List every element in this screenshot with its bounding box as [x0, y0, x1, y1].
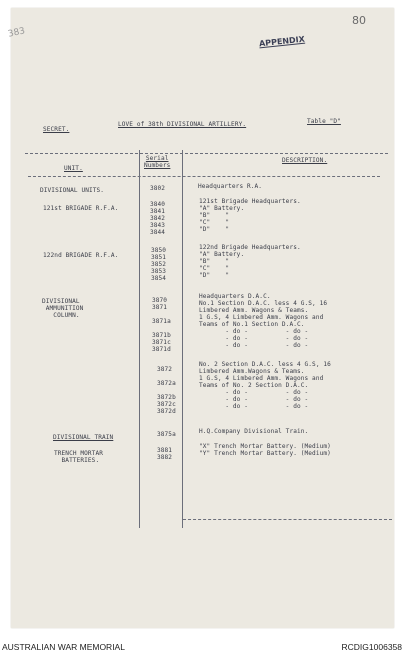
- row-serial: 3802: [150, 185, 166, 192]
- page-number: 80: [352, 14, 366, 27]
- rule-bottom: [183, 519, 392, 520]
- secret-label: SECRET.: [43, 126, 70, 133]
- column-line-mid: [182, 150, 183, 528]
- row-serial: 3850 3851 3852 3853 3854: [151, 247, 167, 282]
- row-description: 121st Brigade Headquarters. "A" Battery. "B" " "C" " "D" ": [199, 198, 301, 233]
- rule-top: [25, 153, 388, 154]
- header-unit: UNIT.: [64, 165, 83, 172]
- footer-source: AUSTRALIAN WAR MEMORIAL: [2, 642, 125, 652]
- document-title: LOVE of 38th DIVISIONAL ARTILLERY.: [118, 121, 247, 128]
- row-description: Headquarters R.A.: [198, 183, 263, 190]
- row-serial: 3881 3882: [157, 447, 173, 461]
- row-description: H.Q.Company Divisional Train.: [199, 428, 309, 435]
- row-description: 122nd Brigade Headquarters. "A" Battery. "B" " "C" " "D" ": [199, 244, 301, 279]
- row-serial: 3840 3841 3842 3843 3844: [150, 201, 166, 236]
- row-serial: 3870 3871 3871a 3871b 3871c 3871d: [152, 297, 171, 353]
- rule-header: [28, 176, 380, 177]
- footer-id: RCDIG1006358: [341, 642, 402, 652]
- table-label: Table "D": [307, 118, 341, 125]
- row-unit: 121st BRIGADE R.F.A.: [43, 205, 119, 212]
- row-unit: TRENCH MORTAR BATTERIES.: [54, 450, 103, 464]
- row-unit: DIVISIONAL TRAIN: [53, 434, 114, 441]
- row-description: "X" Trench Mortar Battery. (Medium) "Y" Trench Mortar Battery. (Medium): [199, 443, 331, 457]
- row-serial: 3872 3872a 3872b 3872c 3872d: [157, 366, 176, 415]
- header-description: DESCRIPTION.: [282, 157, 328, 164]
- appendix-stamp: APPENDIX: [258, 34, 306, 49]
- row-unit: 122nd BRIGADE R.F.A.: [43, 252, 119, 259]
- row-unit: DIVISIONAL AMMUNITION COLUMN.: [42, 298, 84, 319]
- reference-number: 383: [7, 26, 27, 40]
- row-description: No. 2 Section D.A.C. less 4 G.S, 16 Limbered Amm.Wagons & Teams. 1 G.S, 4 Limbered Amm. Wagons and Teams of No. 2 Section D.A.C. - do - - do - - do - - do - - do - - do -: [199, 361, 331, 410]
- row-serial: 3875a: [157, 431, 176, 438]
- row-unit: DIVISIONAL UNITS.: [40, 187, 105, 194]
- row-description: Headquarters D.A.C. No.1 Section D.A.C. less 4 G.S, 16 Limbered Amm. Wagons & Teams. 1 G.S, 4 Limbered Amm. Wagons and Teams of No.1 Section D.A.C. - do - - do - - do - - do - - do - - do -: [199, 293, 328, 349]
- column-line-left: [139, 150, 140, 528]
- header-serial: Serial Numbers: [144, 155, 171, 169]
